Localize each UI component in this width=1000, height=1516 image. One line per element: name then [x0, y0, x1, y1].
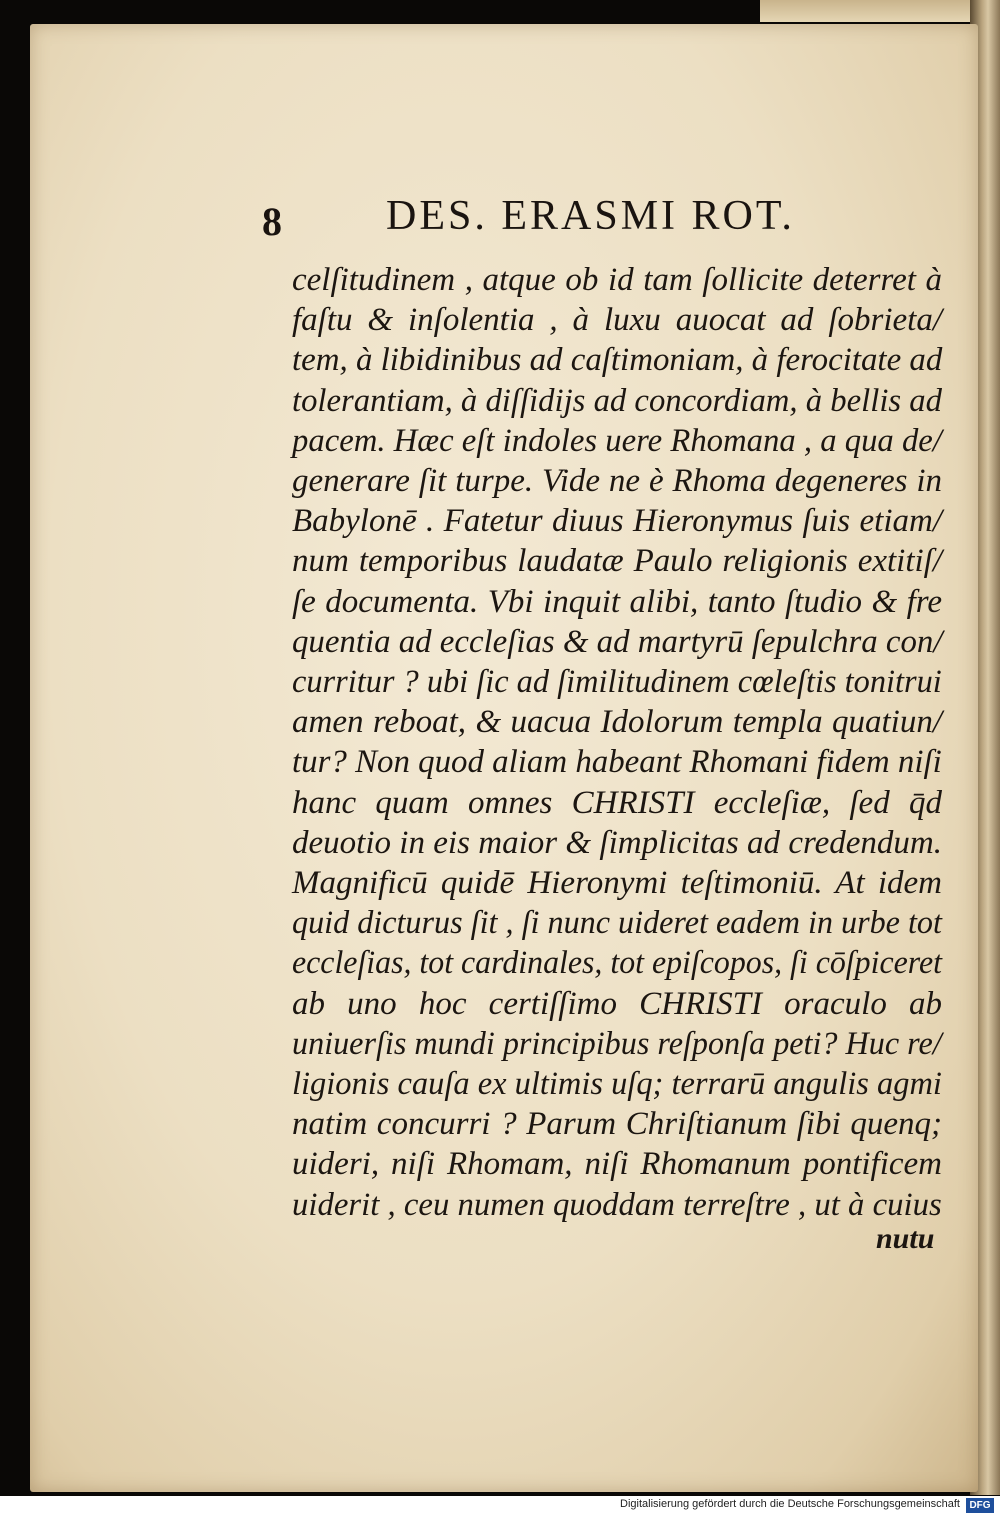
text-line: faſtu & inſolentia , à luxu auocat ad ſobrieta/	[292, 302, 942, 339]
text-line: natim concurri ? Parum Chriſtianum ſibi quenq;	[292, 1106, 942, 1143]
text-line: eccleſias, tot cardinales, tot epiſcopos, ſi cōſpiceret	[292, 945, 942, 982]
text-line: ligionis cauſa ex ultimis uſq; terrarū angulis agmi	[292, 1066, 942, 1103]
text-line: ab uno hoc certiſſimo CHRISTI oraculo ab	[292, 985, 942, 1022]
running-head: DES. ERASMI ROT.	[386, 193, 795, 239]
text-line: tem, à libidinibus ad caſtimoniam, à ferocitate ad	[292, 342, 943, 379]
page-number: 8	[262, 199, 282, 244]
text-line: generare ſit turpe. Vide ne è Rhoma degeneres in	[292, 463, 942, 500]
text-line: quid dicturus ſit , ſi nunc uideret eadem in urbe tot	[292, 905, 942, 942]
text-line: hanc quam omnes CHRISTI eccleſiæ, ſed q̄d	[292, 784, 942, 821]
credit-footer	[0, 1496, 1000, 1516]
text-line: curritur ? ubi ſic ad ſimilitudinem cœleſtis tonitrui	[292, 664, 942, 701]
text-line: tolerantiam, à diſſidijs ad concordiam, à bellis ad	[292, 382, 943, 419]
catchword: nutu	[876, 1222, 935, 1255]
credit-text: Digitalisierung gefördert durch die Deutsche Forschungsgemeinschaft	[620, 1498, 960, 1510]
dfg-logo-icon: DFG	[966, 1498, 994, 1513]
text-line: celſitudinem , atque ob id tam ſollicite deterret à	[292, 262, 942, 298]
main-text-block	[292, 260, 942, 1225]
text-line: uideri, niſi Rhomam, niſi Rhomanum pontificem	[292, 1146, 942, 1183]
book-page	[30, 24, 978, 1492]
text-line: ſe documenta. Vbi inquit alibi, tanto ſtudio & fre	[292, 583, 942, 620]
text-line: pacem. Hæc eſt indoles uere Rhomana , a qua de/	[292, 422, 942, 459]
next-leaf-top-edge	[760, 0, 1000, 22]
text-line: Babylonē . Fatetur diuus Hieronymus ſuis etiam/	[292, 503, 942, 540]
text-line: num temporibus laudatæ Paulo religionis extitiſ/	[292, 543, 942, 580]
text-line: tur? Non quod aliam habeant Rhomani fidem niſi	[292, 744, 942, 781]
text-line: deuotio in eis maior & ſimplicitas ad credendum.	[292, 824, 942, 861]
text-line: quentia ad eccleſias & ad martyrū ſepulchra con/	[292, 623, 943, 660]
text-line: uniuerſis mundi principibus reſponſa peti? Huc re/	[292, 1025, 942, 1062]
text-line: amen reboat, & uacua Idolorum templa quatiun/	[292, 704, 942, 741]
text-line: uiderit , ceu numen quoddam terreſtre , ut à cuius	[292, 1186, 942, 1223]
text-line: Magnificū quidē Hieronymi teſtimoniū. At idem	[292, 865, 942, 902]
